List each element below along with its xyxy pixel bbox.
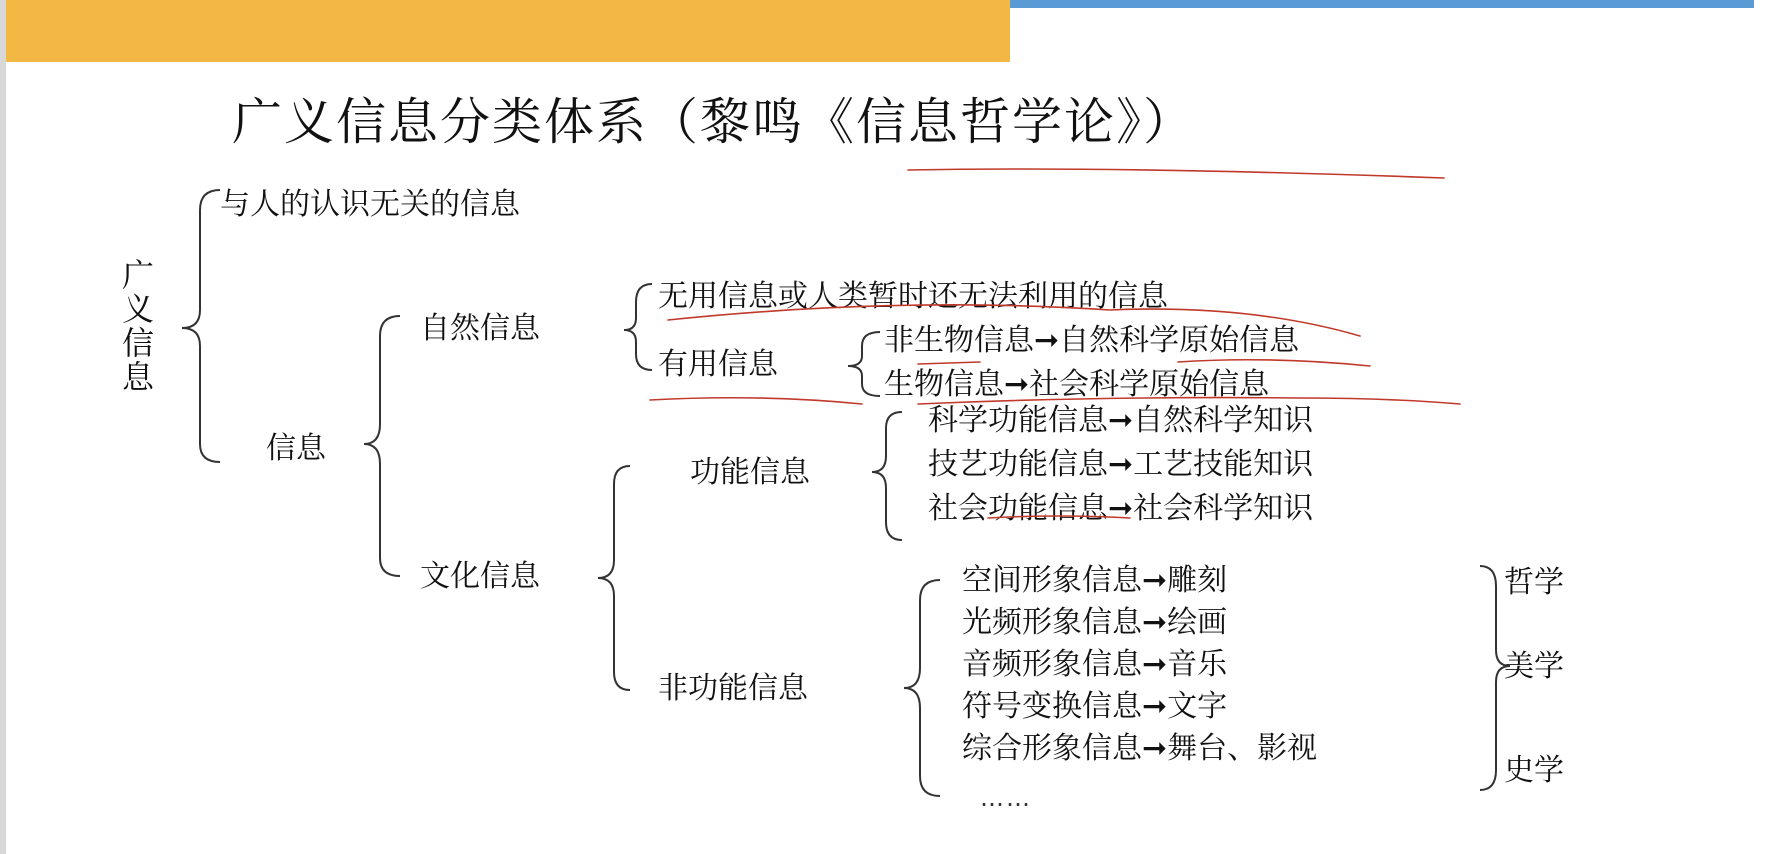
- slide-title: 广义信息分类体系（黎鸣《信息哲学论》）: [232, 93, 1195, 151]
- nonfunctional-target: 绘画: [1167, 605, 1228, 640]
- annotation-useless-curve: [668, 305, 1360, 336]
- discipline-philosophy: 哲学: [1504, 565, 1564, 600]
- bio-target: 社会科学原始信息: [1029, 367, 1270, 402]
- arrow-icon: ➞: [1142, 647, 1168, 682]
- arrow-icon: ➞: [1142, 563, 1168, 598]
- nonfunctional-source: 综合形象信息: [962, 731, 1142, 766]
- functional-source: 科学功能信息: [928, 403, 1108, 438]
- root-label: 广义信息: [117, 258, 155, 394]
- brace-functional: [872, 412, 902, 540]
- nonfunctional-source: 符号变换信息: [962, 689, 1142, 724]
- nonbio-target: 自然科学原始信息: [1059, 323, 1300, 358]
- functional-source: 社会功能信息: [928, 491, 1108, 526]
- natural-info-node: 自然信息: [420, 311, 540, 346]
- cultural-info-node: 文化信息: [420, 559, 540, 594]
- nonfunctional-target: 音乐: [1167, 647, 1228, 682]
- annotation-science-underline: [1178, 360, 1370, 366]
- info-node: 信息: [266, 431, 326, 466]
- bio-source: 生物信息: [884, 367, 1004, 402]
- nonfunctional-source: 光频形象信息: [962, 605, 1142, 640]
- right-frame-margin: [1754, 0, 1788, 854]
- nonfunctional-info-node: 非功能信息: [658, 671, 808, 706]
- functional-source: 技艺功能信息: [928, 447, 1108, 482]
- arrow-icon: ➞: [1142, 731, 1168, 766]
- brace-useful: [848, 332, 880, 396]
- annotation-useful-underline: [650, 398, 862, 404]
- functional-target: 社会科学知识: [1133, 491, 1314, 526]
- arrow-icon: ➞: [1108, 491, 1134, 526]
- brace-cultural: [598, 466, 630, 690]
- brace-root: [182, 190, 220, 462]
- annotation-nonbio-underline: [918, 362, 980, 364]
- useless-info-node: 无用信息或人类暂时还无法利用的信息: [658, 279, 1168, 314]
- arrow-icon: ➞: [1108, 447, 1134, 482]
- useful-info-node: 有用信息: [658, 347, 778, 382]
- arrow-icon: ➞: [1004, 367, 1030, 402]
- discipline-history: 史学: [1504, 753, 1564, 788]
- annotation-title-underline: [908, 169, 1444, 178]
- arrow-icon: ➞: [1034, 323, 1060, 358]
- annotation-social-underline: [988, 516, 1130, 518]
- nonfunctional-source: 音频形象信息: [962, 647, 1142, 682]
- functional-target: 自然科学知识: [1133, 403, 1314, 438]
- nonfunctional-source: 空间形象信息: [962, 563, 1142, 598]
- functional-target: 工艺技能知识: [1133, 447, 1314, 482]
- arrow-icon: ➞: [1142, 689, 1168, 724]
- annotation-bio-underline: [918, 398, 1460, 404]
- ellipsis-text: ……: [980, 784, 1032, 812]
- nonbio-source: 非生物信息: [884, 323, 1034, 358]
- brace-natural: [624, 284, 652, 370]
- brace-disciplines: [1480, 566, 1510, 790]
- arrow-icon: ➞: [1142, 605, 1168, 640]
- nonfunctional-target: 舞台、影视: [1167, 731, 1318, 766]
- brace-nonfunctional: [904, 580, 940, 796]
- arrow-icon: ➞: [1108, 403, 1134, 438]
- discipline-aesthetics: 美学: [1504, 649, 1564, 684]
- brace-info: [364, 316, 400, 576]
- functional-info-node: 功能信息: [690, 455, 810, 490]
- unrelated-info-node: 与人的认识无关的信息: [220, 187, 520, 222]
- nonfunctional-target: 雕刻: [1167, 563, 1228, 598]
- nonfunctional-target: 文字: [1167, 689, 1228, 724]
